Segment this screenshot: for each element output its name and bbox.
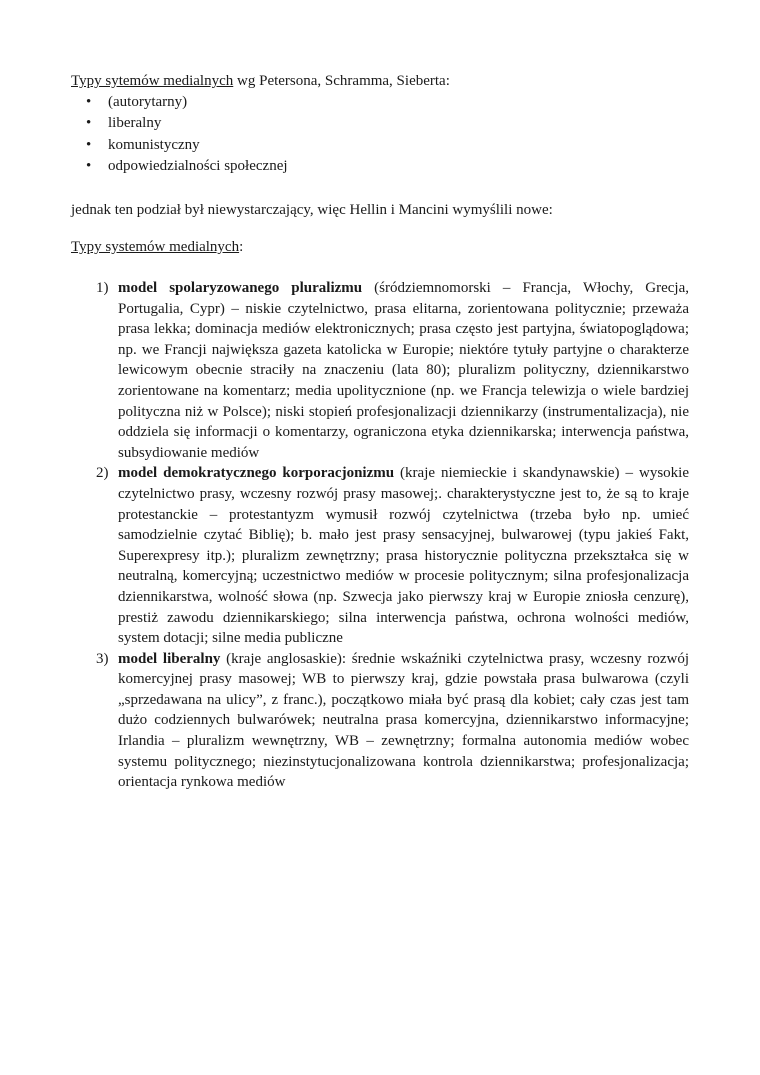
item-number: 3): [96, 650, 109, 667]
model-text: (śródziemnomorski – Francja, Włochy, Grecja, Portugalia, Cypr) – niskie czytelnictwo, prasa elitarna, zorientowana politycznie; przeważa prasa lekka; dominacja mediów elektronicznych; prasa często jest partyjna, światopoglądowa; np. we Francji największa gazeta katolicka w Europie; niektóre tytuły partyjne o charakterze lewicowym obecnie straciły na znaczeniu (lata 80); pluralizm polityczny, dziennikarstwo zorientowane na komentarz; media upolitycznione (np. we Francja telewizja o wiele bardziej polityczna niż w Polsce); niski stopień profesjonalizacji dziennikarzy (instrumentalizacja), nie oddziela się informacji o komentarzy, ograniczona etyka dziennikarska; interwencja państwa, subsydiowanie mediów: [118, 280, 689, 461]
transition-paragraph: jednak ten podział był niewystarczający, więc Hellin i Mancini wymyślili nowe:: [71, 202, 553, 218]
bullet-list: [71, 92, 288, 177]
intro-title-underlined: Typy sytemów medialnych: [71, 73, 234, 89]
model-title: model liberalny: [118, 650, 221, 667]
intro-heading: [71, 71, 450, 92]
models-list: [96, 278, 689, 793]
item-number: 1): [96, 280, 109, 296]
section-title: Typy systemów medialnych: [71, 239, 240, 255]
model-text: (kraje niemieckie i skandynawskie) – wysokie czytelnictwo prasy, wczesny rozwój prasy masowej;. charakterystyczne jest to, że są to kraje protestanckie – protestantyzm wymusił rozwój czytelnictwa (trzeba było np. umieć samodzielnie czytać Biblię); b. mało jest prasy sensacyjnej, bulwarowej (typu jakieś Fakt, Superexpresy itp.); pluralizm zewnętrzny; prasa historycznie polityczna przekształca się w neutralną, komercyjną; uczestnictwo mediów w procesie politycznym; silna profesjonalizacja dziennikarstwa, wolność słowa (np. Szwecja jako pierwszy kraj w Europie zniosła cenzurę), prestiż zawodu dziennikarskiego; silna interwencja państwa, ochrona wolności mediów, system dotacji; silne media publiczne: [118, 465, 689, 647]
model-text: (kraje anglosaskie): średnie wskaźniki czytelnictwa prasy, wczesny rozwój komercyjnej prasy masowej; WB to pierwszy kraj, gdzie powstała prasa bulwarowa (czyli „sprzedawana na ulicy”, z franc.), początkowo miała być prasą dla kobiet; cały czas jest tam dużo codziennych bulwarówek; neutralna prasa komercyjna, dziennikarstwo informacyjne; Irlandia – pluralizm wewnętrzny, WB – zewnętrzny; formalna autonomia mediów wobec systemu politycznego; niezinstytucjonalizowana kontrola dziennikarstwa; profesjonalizacja; orientacja rynkowa mediów: [118, 650, 690, 791]
model-title: model demokratycznego korporacjonizmu: [118, 465, 395, 482]
model-title: model spolaryzowanego pluralizmu: [118, 280, 363, 296]
section-colon: :: [239, 239, 244, 255]
list-item: • odpowiedzialności społecznej: [71, 156, 288, 177]
list-item: [96, 649, 689, 793]
intro-title-rest: wg Petersona, Schramma, Sieberta:: [233, 73, 450, 89]
item-number: 2): [96, 465, 109, 482]
list-item: • liberalny: [71, 113, 288, 134]
list-item: • (autorytarny): [71, 92, 288, 113]
list-item: [96, 463, 689, 648]
section-heading: [71, 237, 243, 258]
list-item: [96, 278, 689, 463]
list-item: • komunistyczny: [71, 135, 288, 156]
